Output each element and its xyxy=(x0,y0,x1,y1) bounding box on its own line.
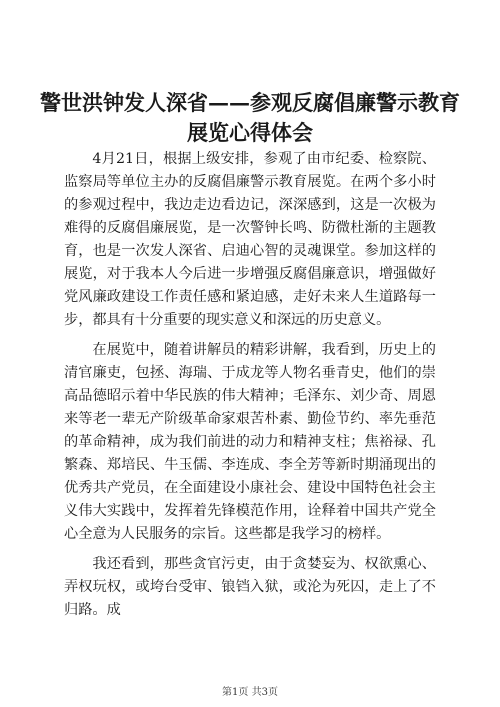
document-body xyxy=(64,148,436,629)
paragraph-3: 我还看到，那些贪官污吏，由于贪婪妄为、权欲熏心、弄权玩权，或垮台受审、锒铛入狱，或沦为死囚，走上了不归路。成 xyxy=(64,556,436,618)
paragraph-1: 4月21日，根据上级安排，参观了由市纪委、检察院、监察局等单位主办的反腐倡廉警示教育展览。在两个多小时的参观过程中，我边走边看边记，深深感到，这是一次极为难得的反腐倡廉展览，是一次警钟长鸣、防微杜渐的主题教育，也是一次发人深省、启迪心智的灵魂课堂。参加这样的展览，对于我本人今后进一步增强反腐倡廉意识，增强做好党风廉政建设工作责任感和紧迫感，走好未来人生道路每一步，都具有十分重要的现实意义和深远的历史意义。 xyxy=(64,151,436,328)
paragraph-2: 在展览中，随着讲解员的精彩讲解，我看到，历史上的清官廉吏，包拯、海瑞、于成龙等人物名垂青史，他们的崇高品德昭示着中华民族的伟大精神；毛泽东、刘少奇、周恩来等老一辈无产阶级革命家艰苦朴素、勤俭节约、率先垂范的革命精神，成为我们前进的动力和精神支柱；焦裕禄、孔繁森、郑培民、牛玉儒、李连成、李全芳等新时期涌现出的优秀共产党员，在全面建设小康社会、建设中国特色社会主义伟大实践中，发挥着先锋模范作用，诠释着中国共产党全心全意为人民服务的宗旨。这些都是我学习的榜样。 xyxy=(64,342,436,542)
page-footer: 第1页 共3页 xyxy=(222,687,278,698)
document-title: 警世洪钟发人深省——参观反腐倡廉警示教育展览心得体会 xyxy=(40,90,460,145)
